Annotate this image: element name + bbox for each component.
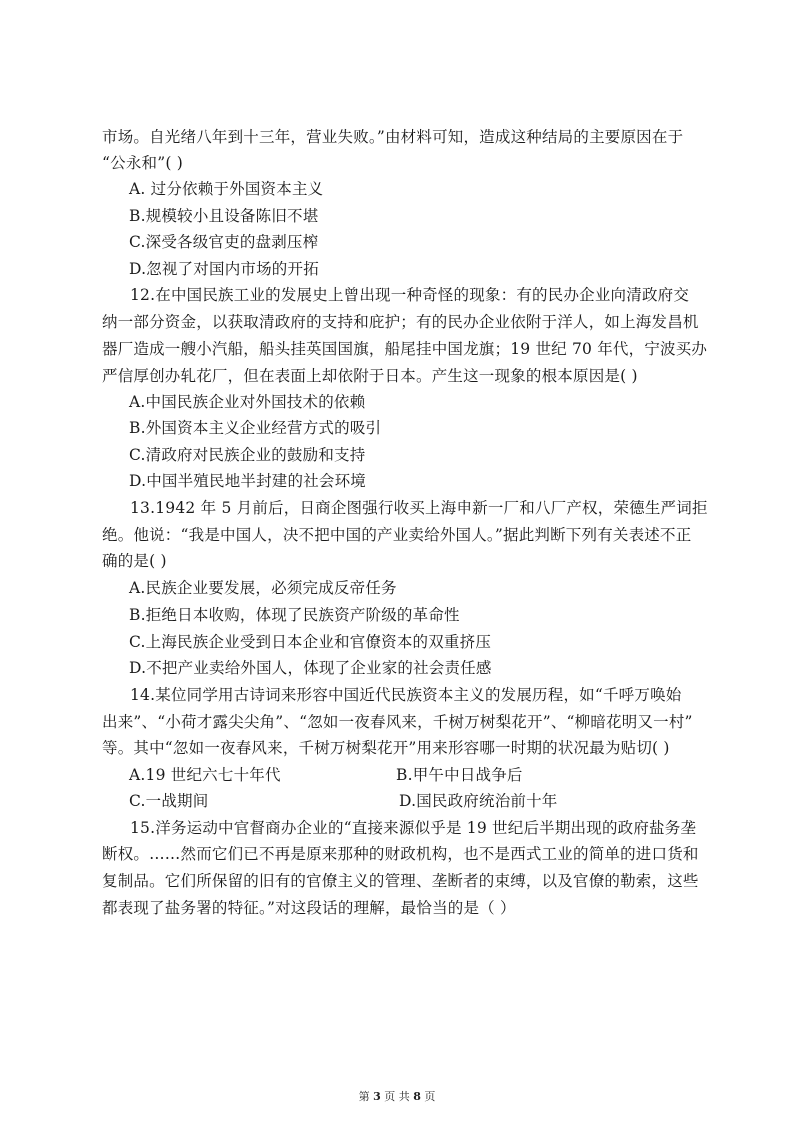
q11-line-2: “公永和”( ) bbox=[102, 154, 183, 172]
q13-option-a: A.民族企业要发展，必须完成反帝任务 bbox=[129, 579, 397, 597]
q13-line-3: 确的是( ) bbox=[102, 552, 167, 570]
q14-line-3: 等。其中“忽如一夜春风来，千树万树梨花开”用来形容哪一时期的状况最为贴切( ) bbox=[102, 739, 670, 757]
q14-line-1: 14.某位同学用古诗词来形容中国近代民族资本主义的发展历程，如“千呼万唤始 bbox=[130, 686, 682, 704]
footer-total-pages: 8 bbox=[413, 1090, 421, 1103]
footer-suffix: 页 bbox=[420, 1090, 436, 1103]
q14-line-2: 出来”、“小荷才露尖尖角”、“忽如一夜春风来，千树万树梨花开”、“柳暗花明又一村” bbox=[102, 713, 693, 731]
q13-line-2: 绝。他说：“我是中国人，决不把中国的产业卖给外国人。”据此判断下列有关表述不正 bbox=[102, 526, 692, 544]
q15-line-2: 断权。……然而它们已不再是原来那种的财政机构，也不是西式工业的简单的进口货和 bbox=[102, 845, 699, 863]
q11-option-d: D.忽视了对国内市场的开拓 bbox=[129, 260, 319, 278]
q12-option-a: A.中国民族企业对外国技术的依赖 bbox=[129, 393, 366, 411]
q13-option-b: B.拒绝日本收购，体现了民族资产阶级的革命性 bbox=[129, 606, 460, 624]
q14-option-d: D.国民政府统治前十年 bbox=[399, 792, 558, 810]
q14-option-a: A.19 世纪六七十年代 bbox=[129, 766, 281, 784]
q12-line-3: 器厂造成一艘小汽船，船头挂英国国旗，船尾挂中国龙旗；19 世纪 70 年代，宁波买办 bbox=[102, 340, 708, 358]
q15-line-3: 复制品。它们所保留的旧有的官僚主义的管理、垄断者的束缚，以及官僚的勒索，这些 bbox=[102, 872, 699, 890]
q13-option-d: D.不把产业卖给外国人，体现了企业家的社会责任感 bbox=[129, 659, 492, 677]
q11-option-b: B.规模较小且设备陈旧不堪 bbox=[129, 207, 319, 225]
q12-option-c: C.清政府对民族企业的鼓励和支持 bbox=[129, 446, 366, 464]
q12-line-4: 严信厚创办轧花厂，但在表面上却依附于日本。产生这一现象的根本原因是( ) bbox=[102, 367, 638, 385]
footer-page-number: 3 bbox=[373, 1090, 381, 1103]
footer-prefix: 第 bbox=[358, 1090, 374, 1103]
q15-line-4: 都表现了盐务署的特征。”对这段话的理解，最恰当的是（ ） bbox=[102, 899, 516, 917]
q12-option-d: D.中国半殖民地半封建的社会环境 bbox=[129, 472, 367, 490]
q12-option-b: B.外国资本主义企业经营方式的吸引 bbox=[129, 419, 382, 437]
q12-line-2: 纳一部分资金，以获取清政府的支持和庇护；有的民办企业依附于洋人，如上海发昌机 bbox=[102, 313, 699, 331]
q12-line-1: 12.在中国民族工业的发展史上曾出现一种奇怪的现象：有的民办企业向清政府交 bbox=[130, 286, 690, 304]
q14-option-b: B.甲午中日战争后 bbox=[396, 766, 523, 784]
q11-option-c: C.深受各级官吏的盘剥压榨 bbox=[129, 233, 319, 251]
q13-option-c: C.上海民族企业受到日本企业和官僚资本的双重挤压 bbox=[129, 633, 492, 651]
q11-line-1: 市场。自光绪八年到十三年，营业失败。”由材料可知，造成这种结局的主要原因在于 bbox=[102, 128, 684, 146]
q15-line-1: 15.洋务运动中官督商办企业的“直接来源似乎是 19 世纪后半期出现的政府盐务垄 bbox=[130, 819, 697, 837]
footer-middle: 页 共 bbox=[380, 1090, 414, 1103]
q13-line-1: 13.1942 年 5 月前后，日商企图强行收买上海申新一厂和八厂产权，荣德生严词拒 bbox=[130, 499, 708, 517]
page-footer bbox=[0, 1090, 794, 1104]
q14-option-c: C.一战期间 bbox=[129, 792, 209, 810]
q11-option-a: A. 过分依赖于外国资本主义 bbox=[129, 180, 324, 198]
